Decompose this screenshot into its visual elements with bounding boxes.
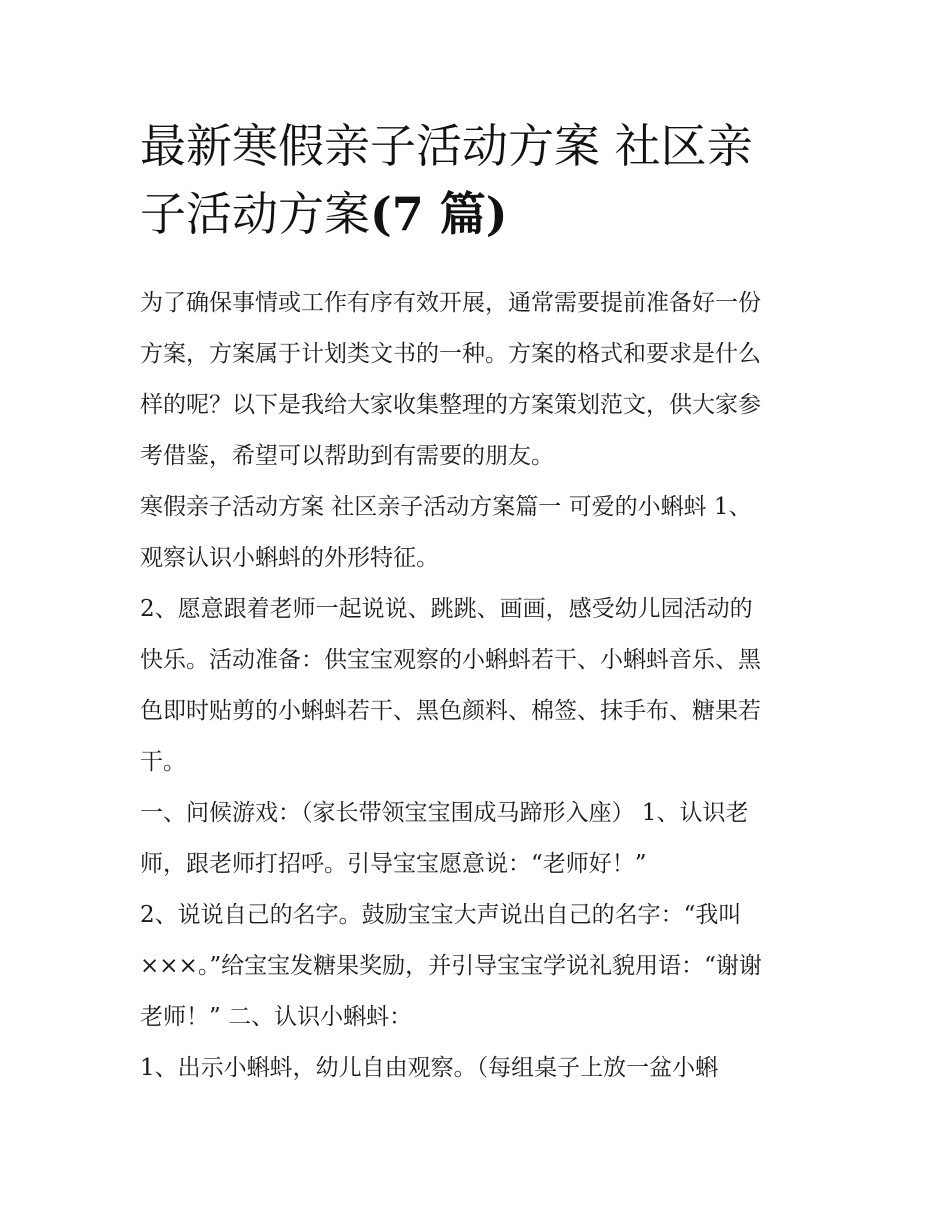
text-line: 快乐。活动准备：供宝宝观察的小蝌蚪若干、小蝌蚪音乐、黑 [140,647,761,673]
text-line: 色即时贴剪的小蝌蚪若干、黑色颜料、棉签、抹手布、糖果若 [140,698,761,724]
document-title [140,112,820,248]
text-line: 干。 [140,749,186,775]
title-line-2-text: 子活动方案 [140,187,370,241]
text-line: 方案，方案属于计划类文书的一种。方案的格式和要求是什么 [140,341,761,367]
text-line: 老师！” 二、认识小蝌蚪： [140,1004,413,1030]
text-line: 为了确保事情或工作有序有效开展，通常需要提前准备好一份 [140,290,761,316]
text-line: 考借鉴，希望可以帮助到有需要的朋友。 [140,443,554,469]
text-line: 观察认识小蝌蚪的外形特征。 [140,545,439,571]
paragraph-section-heading [140,482,820,584]
paragraph-greeting-game [140,788,820,890]
paragraph-tadpole-observe [140,1043,820,1094]
paragraph-intro [140,278,820,482]
title-line-2 [140,180,820,248]
text-line: 1、出示小蝌蚪，幼儿自由观察。（每组桌子上放一盆小蝌 [140,1055,719,1081]
title-count: (7 篇) [370,187,508,241]
title-line-1: 最新寒假亲子活动方案 社区亲 [140,119,753,173]
text-line: 2、愿意跟着老师一起说说、跳跳、画画，感受幼儿园活动的 [140,596,753,622]
text-line: 师，跟老师打招呼。引导宝宝愿意说：“老师好！” [140,851,647,877]
text-line: ×××。”给宝宝发糖果奖励，并引导宝宝学说礼貌用语：“谢谢 [140,953,762,979]
document-body [140,278,820,1094]
text-line: 样的呢？以下是我给大家收集整理的方案策划范文，供大家参 [140,392,761,418]
text-line: 寒假亲子活动方案 社区亲子活动方案篇一 可爱的小蝌蚪 1、 [140,494,752,520]
text-line: 2、说说自己的名字。鼓励宝宝大声说出自己的名字：“我叫 [140,902,742,928]
paragraph-names [140,890,820,1043]
paragraph-goal-2 [140,584,820,788]
text-line: 一、问候游戏：（家长带领宝宝围成马蹄形入座） 1、认识老 [140,800,749,826]
